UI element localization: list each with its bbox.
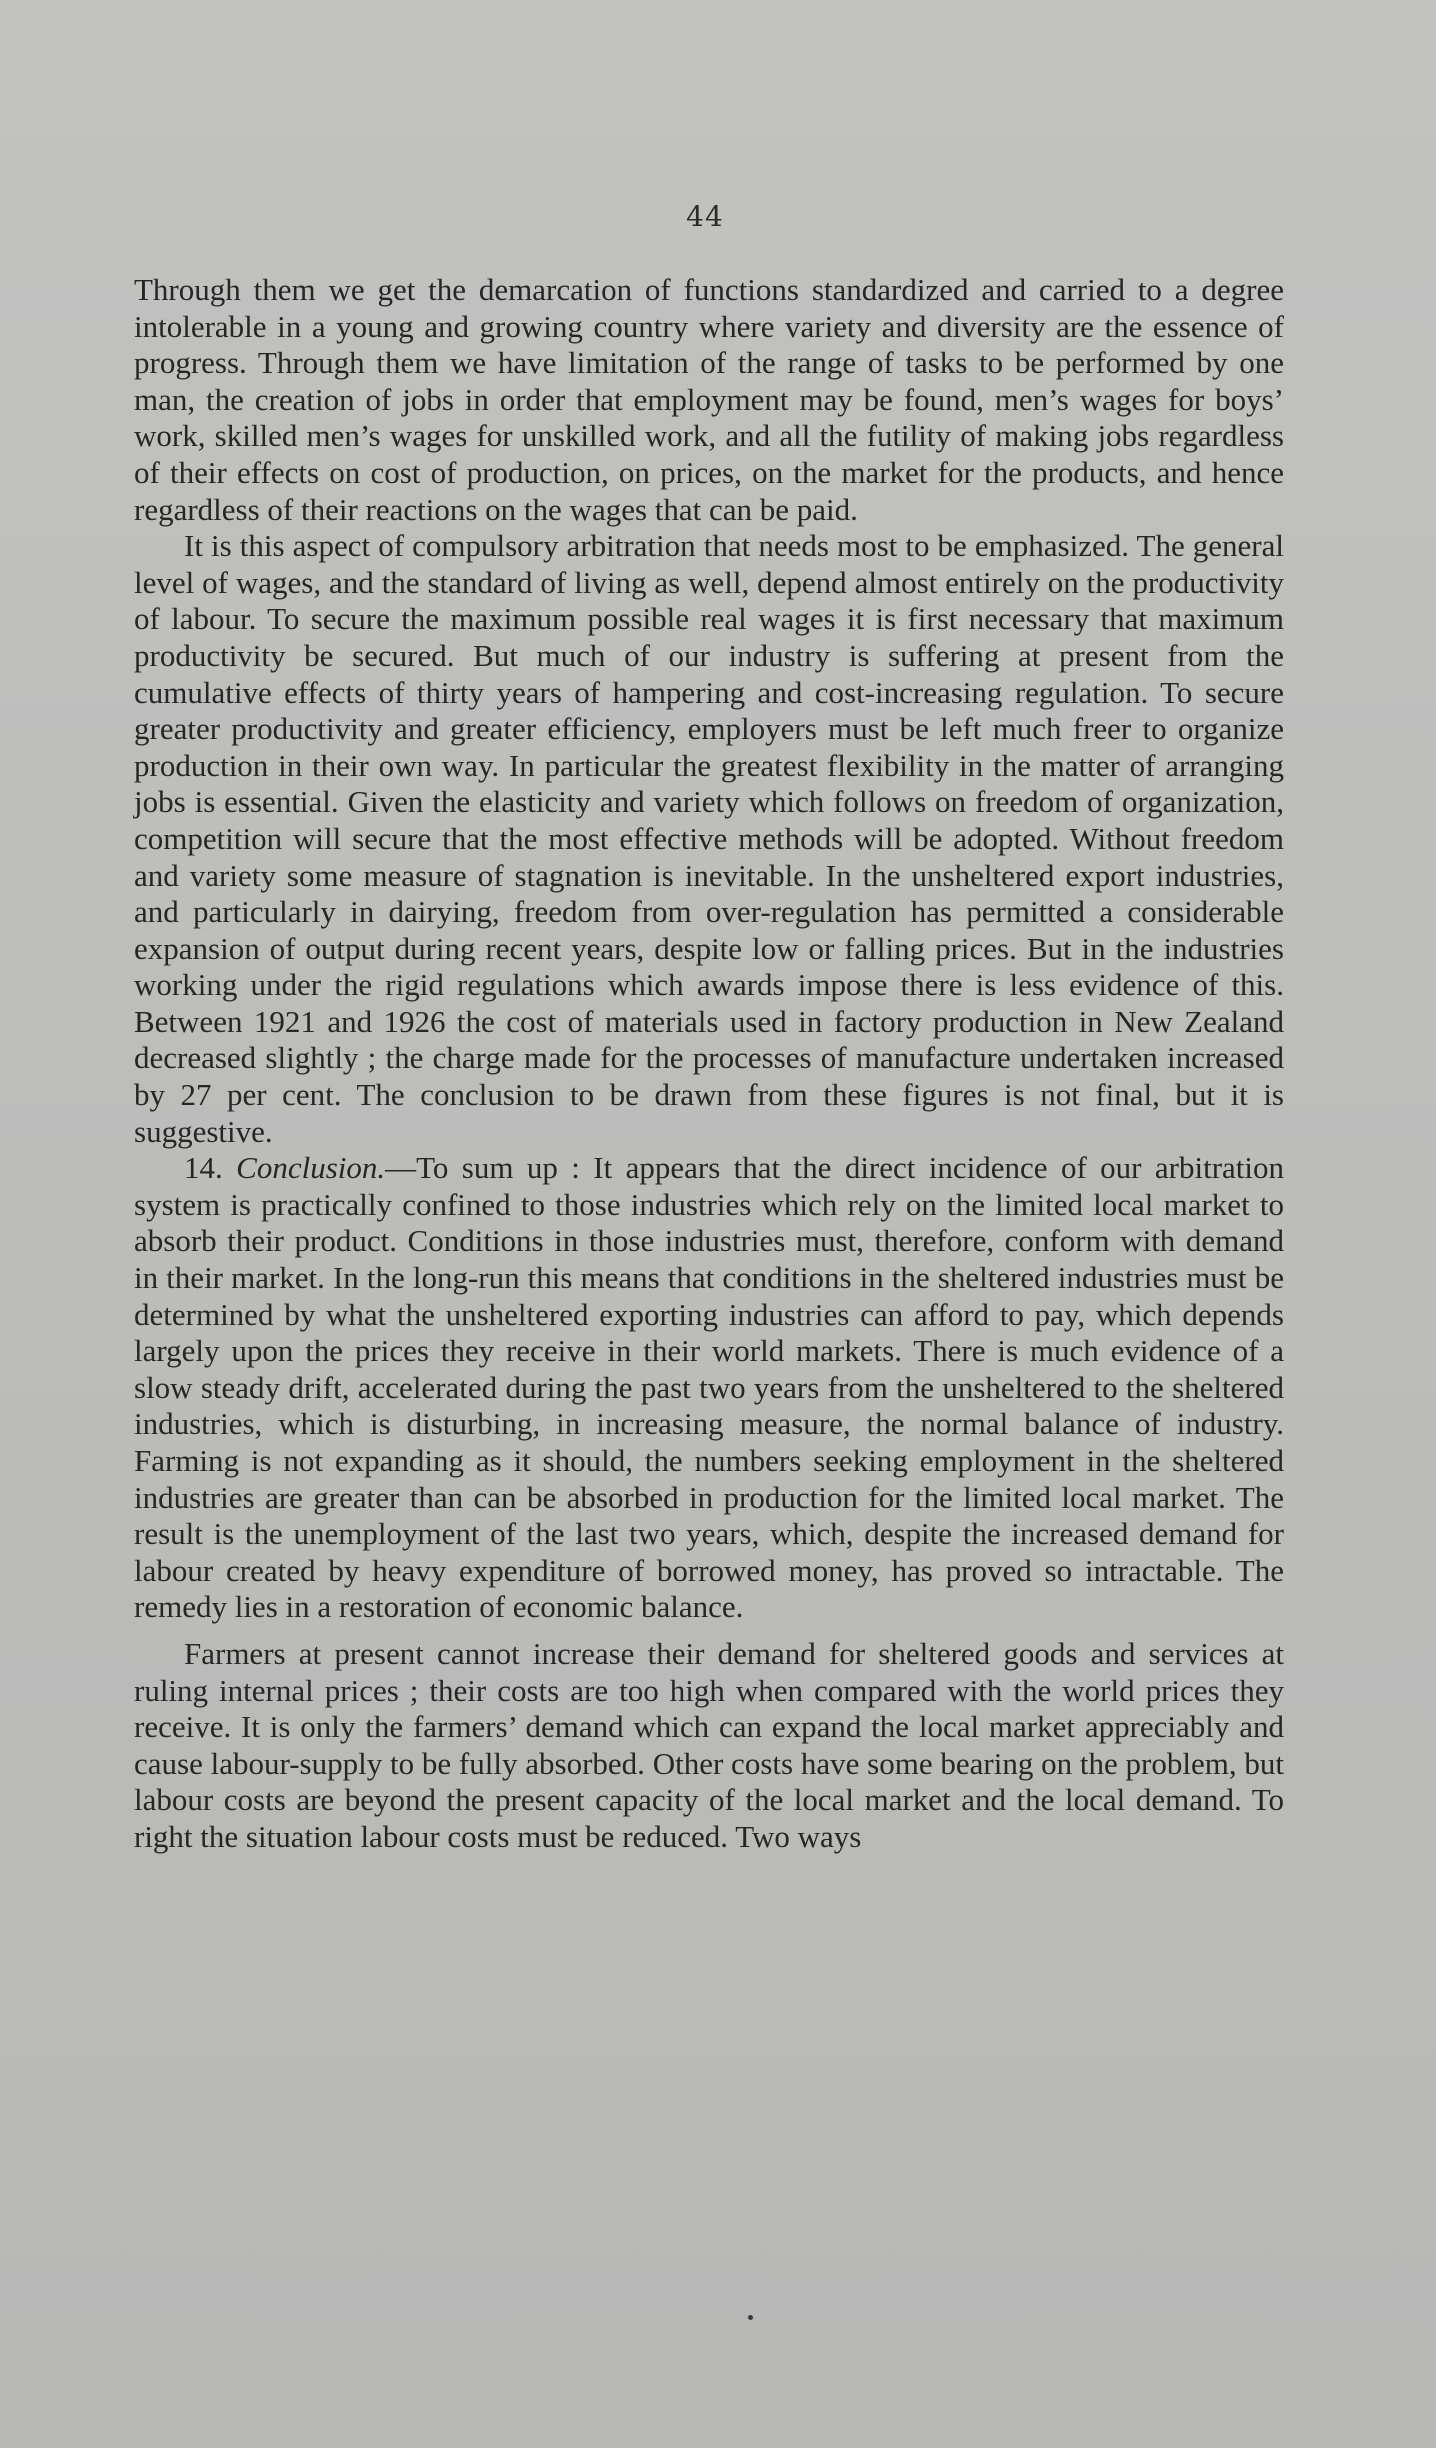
paragraph-2: It is this aspect of compulsory arbitration that needs most to be emphasized. The general level of wages, and the standard of living as well, depend almost entirely on the productivity of labour. To secure the maximum possible real wages it is first necessary that maximum productivity be secured. But much of our industry is suffering at present from the cumulative effects of thirty years of hampering and cost-increasing regulation. To secure greater productivity and greater efficiency, employers must be left much freer to organize production in their own way. In particular the greatest flexibility in the matter of arranging jobs is essential. Given the elasticity and variety which follows on freedom of organization, competition will secure that the most effective methods will be adopted. Without freedom and variety some measure of stagnation is inevitable. In the unsheltered export industries, and particularly in dairying, freedom from over-regulation has permitted a considerable expansion of output during recent years, despite low or falling prices. But in the industries working under the rigid regulations which awards impose there is less evidence of this. Between 1921 and 1926 the cost of materials used in factory production in New Zealand decreased slightly ; the charge made for the processes of manufacture undertaken increased by 27 per cent. The conclusion to be drawn from these figures is not final, but it is suggestive. <box>134 528 1284 1149</box>
paragraph-4: Farmers at present cannot increase their demand for sheltered goods and services at ruling internal prices ; their costs are too high when compared with the world prices they receive. It is only the farmers’ demand which can expand the local market appreciably and cause labour-supply to be fully absorbed. Other costs have some bearing on the problem, but labour costs are beyond the present capacity of the local market and the local demand. To right the situation labour costs must be reduced. Two ways <box>134 1635 1284 1854</box>
scan-speck <box>748 2315 753 2320</box>
section-heading: Conclusion. <box>236 1150 386 1186</box>
paragraph-3-body: —To sum up : It appears that the direct incidence of our arbitration system is practically confined to those industries which rely on the limited local market to absorb their product. Conditions in those industries must, therefore, conform with demand in their market. In the long-run this means that conditions in the sheltered industries must be determined by what the unsheltered exporting industries can afford to pay, which depends largely upon the prices they receive in their world markets. There is much evidence of a slow steady drift, accelerated during the past two years from the unsheltered to the sheltered industries, which is disturbing, in increasing measure, the normal balance of industry. Farming is not expanding as it should, the numbers seeking employment in the sheltered industries are greater than can be absorbed in production for the limited local market. The result is the unemployment of the last two years, which, despite the increased demand for labour created by heavy expenditure of borrowed money, has proved so intractable. The remedy lies in a restoration of economic balance. <box>134 1150 1284 1625</box>
paragraph-1: Through them we get the demarcation of functions standardized and carried to a degree intolerable in a young and growing country where variety and diversity are the essence of progress. Through them we have limitation of the range of tasks to be performed by one man, the creation of jobs in order that employment may be found, men’s wages for boys’ work, skilled men’s wages for unskilled work, and all the futility of making jobs regardless of their effects on cost of production, on prices, on the market for the products, and hence regardless of their reactions on the wages that can be paid. <box>134 272 1284 527</box>
section-number: 14. <box>184 1150 223 1186</box>
body-text <box>134 272 1284 1856</box>
page-number: 44 <box>686 200 724 233</box>
paragraph-3-conclusion <box>134 1150 1284 1626</box>
